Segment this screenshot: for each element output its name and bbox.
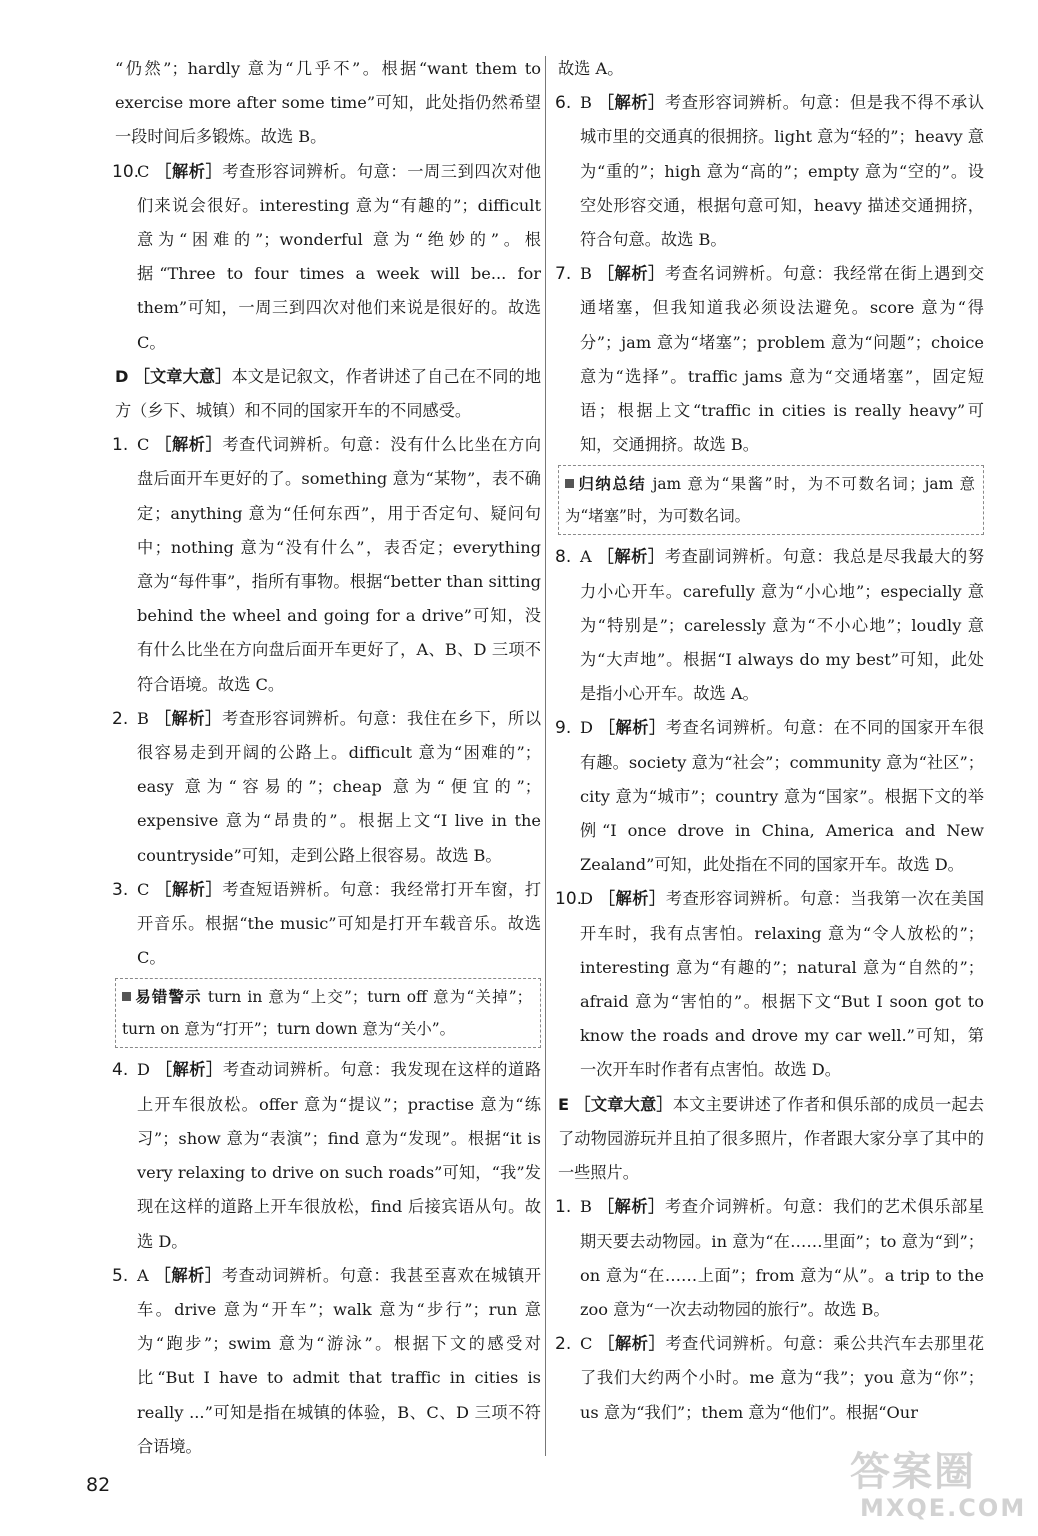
passage-label: E xyxy=(558,1094,570,1114)
answer-item-d3 xyxy=(112,873,542,976)
answer-letter: D xyxy=(580,718,593,738)
answer-item-d5 xyxy=(112,1259,542,1464)
left-column xyxy=(112,52,542,1464)
watermark-text: 答案圈 xyxy=(850,1449,976,1495)
answer-item-e2 xyxy=(555,1327,985,1430)
right-column xyxy=(555,52,985,1430)
analysis-text: 考查动词辨析。句意：我发现在这样的道路上开车很放松。offer 意为“提议”；practise 意为“练习”；show 意为“表演”；find 意为“发现”。根据“it is very relaxing to drive on such roads”可知，“我”发现在这样的道路上开车很放松，find 后接宾语从句。故选 D。 xyxy=(137,1060,542,1251)
item-number: 3. xyxy=(112,879,129,900)
analysis-tag: ［解析］ xyxy=(597,264,665,284)
analysis-text: 考查副词辨析。句意：我总是尽我最大的努力小心开车。carefully 意为“小心地”；especially 意为“特别是”；carelessly 意为“不小心地”；loudly 意为“大声地”。根据“I always do my best”可知，此处是指小心开车。故选 A。 xyxy=(580,547,985,704)
answer-item-d9 xyxy=(555,711,985,882)
analysis-tag: ［解析］ xyxy=(154,1265,222,1285)
analysis-tag: ［解析］ xyxy=(598,718,666,738)
analysis-tag: ［解析］ xyxy=(598,1334,666,1354)
answer-letter: C xyxy=(580,1334,593,1354)
item-number: 10. xyxy=(112,161,140,182)
answer-letter: B xyxy=(137,708,149,728)
item-number: 4. xyxy=(112,1060,129,1081)
answer-letter: B xyxy=(580,93,592,113)
analysis-tag: ［解析］ xyxy=(598,889,666,909)
summary-text: 本文是记叙文，作者讲述了自己在不同的地方（乡下、城镇）和不同的国家开车的不同感受。 xyxy=(115,366,542,421)
answer-letter: A xyxy=(137,1265,149,1285)
note-text: turn in 意为“上交”；turn off 意为“关掉”；turn on 意为“打开”；turn down 意为“关小”。 xyxy=(122,988,532,1039)
analysis-text: 考查代词辨析。句意：没有什么比坐在方向盘后面开车更好的了。something 意为“某物”，表不确定；anything 意为“任何东西”，用于否定句、疑问句中；nothing 意为“没有什么”，表否定；everything 意为“每件事”，指所有事物。根据“better than sitting behind the wheel and going for a drive”可知，没有什么比坐在方向盘后面开车更好了，A、B、D 三项不符合语境。故选 C。 xyxy=(137,435,542,694)
item-number: 1. xyxy=(112,435,129,456)
answer-letter: D xyxy=(137,1060,150,1080)
answer-continuation-d5: 故选 A。 xyxy=(558,59,624,78)
answer-item-d8 xyxy=(555,540,985,711)
square-bullet-icon xyxy=(565,479,574,488)
item-number: 5. xyxy=(112,1265,129,1286)
answer-letter: C xyxy=(137,161,150,181)
answer-item-d2 xyxy=(112,702,542,873)
item-number: 6. xyxy=(555,93,572,114)
summary-tag: ［文章大意］ xyxy=(133,366,232,386)
analysis-tag: ［解析］ xyxy=(155,435,223,455)
analysis-tag: ［解析］ xyxy=(155,161,223,181)
summary-text: 本文主要讲述了作者和俱乐部的成员一起去了动物园游玩并且拍了很多照片，作者跟大家分享了其中的一些照片。 xyxy=(558,1094,985,1183)
analysis-text: 考查名词辨析。句意：在不同的国家开车很有趣。society 意为“社会”；community 意为“社区”；city 意为“城市”；country 意为“国家”。根据下文的举例“I once drove in China, America and New Zealand”可知，此处指在不同的国家开车。故选 D。 xyxy=(580,718,985,875)
item-number: 2. xyxy=(555,1334,572,1355)
passage-d-summary xyxy=(115,360,541,428)
answer-letter: D xyxy=(580,889,593,909)
analysis-text: 考查形容词辨析。句意：当我第一次在美国开车时，我有点害怕。relaxing 意为“令人放松的”；interesting 意为“有趣的”；natural 意为“自然的”；afraid 意为“害怕的”。根据下文“But I soon got to know the roads and drove my car well.”可知，第一次开车时作者有点害怕。故选 D。 xyxy=(580,889,985,1080)
square-bullet-icon xyxy=(122,992,131,1001)
analysis-text: 考查代词辨析。句意：乘公共汽车去那里花了我们大约两个小时。me 意为“我”；you 意为“你”；us 意为“我们”；them 意为“他们”。根据“Our xyxy=(580,1334,985,1422)
analysis-tag: ［解析］ xyxy=(155,879,223,899)
answer-continuation-9: “仍然”；hardly 意为“几乎不”。根据“want them to exercise more after some time”可知，此处指仍然希望一段时间后多锻炼。故选 B。 xyxy=(115,59,541,147)
analysis-text: 考查形容词辨析。句意：但是我不得不承认城市里的交通真的很拥挤。light 意为“轻的”；heavy 意为“重的”；high 意为“高的”；empty 意为“空的”。设空处形容交通，根据句意可知，heavy 描述交通拥挤，符合句意。故选 B。 xyxy=(580,93,985,250)
passage-label: D xyxy=(115,366,129,386)
item-number: 2. xyxy=(112,708,129,729)
answer-item-d6 xyxy=(555,86,985,257)
analysis-text: 考查形容词辨析。句意：一周三到四次对他们来说会很好。interesting 意为“有趣的”；difficult 意为“困难的”；wonderful 意为“绝妙的”。根据“Three to four times a week will be... for them”可知，一周三到四次对他们来说是很好的。故选 C。 xyxy=(137,161,542,352)
answer-item-d1 xyxy=(112,428,542,702)
note-title: 归纳总结 xyxy=(577,475,647,494)
analysis-tag: ［解析］ xyxy=(597,93,665,113)
watermark-logo xyxy=(850,1450,1030,1530)
summary-tip-box xyxy=(558,465,984,535)
analysis-text: 考查动词辨析。句意：我甚至喜欢在城镇开车。drive 意为“开车”；walk 意为“步行”；run 意为“跑步”；swim 意为“游泳”。根据下文的感受对比“But I have to admit that traffic in cities is really ...”可知是指在城镇的体验，B、C、D 三项不符合语境。 xyxy=(137,1265,542,1456)
answer-item-d10 xyxy=(555,882,985,1087)
item-number: 7. xyxy=(555,264,572,285)
analysis-text: 考查介词辨析。句意：我们的艺术俱乐部星期天要去动物园。in 意为“在……里面”；to 意为“到”；on 意为“在……上面”；from 意为“从”。a trip to the zoo 意为“一次去动物园的旅行”。故选 B。 xyxy=(580,1197,985,1319)
answer-letter: C xyxy=(137,879,150,899)
item-number: 1. xyxy=(555,1197,572,1218)
note-title: 易错警示 xyxy=(134,988,202,1007)
answer-letter: B xyxy=(580,1197,592,1217)
answer-letter: C xyxy=(137,435,150,455)
answer-item-d7 xyxy=(555,257,985,462)
analysis-text: 考查形容词辨析。句意：我住在乡下，所以很容易走到开阔的公路上。difficult 意为“困难的”；easy 意为“容易的”；cheap 意为“便宜的”；expensive 意为“昂贵的”。根据上文“I live in the countryside”可知，走到公路上很容易。故选 B。 xyxy=(137,708,542,865)
answer-item-10 xyxy=(112,155,542,360)
passage-e-summary xyxy=(558,1088,984,1191)
item-number: 8. xyxy=(555,547,572,568)
watermark-url: MXQE.COM xyxy=(860,1494,1027,1522)
error-warning-box xyxy=(115,978,541,1048)
answer-letter: B xyxy=(580,264,592,284)
analysis-tag: ［解析］ xyxy=(597,1197,665,1217)
answer-item-d4 xyxy=(112,1053,542,1258)
answer-letter: A xyxy=(580,547,592,567)
note-text: jam 意为“果酱”时，为不可数名词；jam 意为“堵塞”时，为可数名词。 xyxy=(565,475,975,526)
analysis-text: 考查名词辨析。句意：我经常在街上遇到交通堵塞，但我知道我必须设法避免。score 意为“得分”；jam 意为“堵塞”；problem 意为“问题”；choice 意为“选择”。traffic jams 意为“交通堵塞”，固定短语；根据上文“traffic in cities is really heavy”可知，交通拥挤。故选 B。 xyxy=(580,264,985,455)
analysis-text: 考查短语辨析。句意：我经常打开车窗，打开音乐。根据“the music”可知是打开车载音乐。故选 C。 xyxy=(137,879,542,968)
answer-item-e1 xyxy=(555,1190,985,1327)
column-divider xyxy=(545,56,546,1456)
item-number: 9. xyxy=(555,718,572,739)
page-number: 82 xyxy=(86,1474,111,1496)
item-number: 10. xyxy=(555,889,583,910)
analysis-tag: ［解析］ xyxy=(154,708,222,728)
analysis-tag: ［解析］ xyxy=(597,547,665,567)
summary-tag: ［文章大意］ xyxy=(574,1094,673,1114)
analysis-tag: ［解析］ xyxy=(155,1060,223,1080)
